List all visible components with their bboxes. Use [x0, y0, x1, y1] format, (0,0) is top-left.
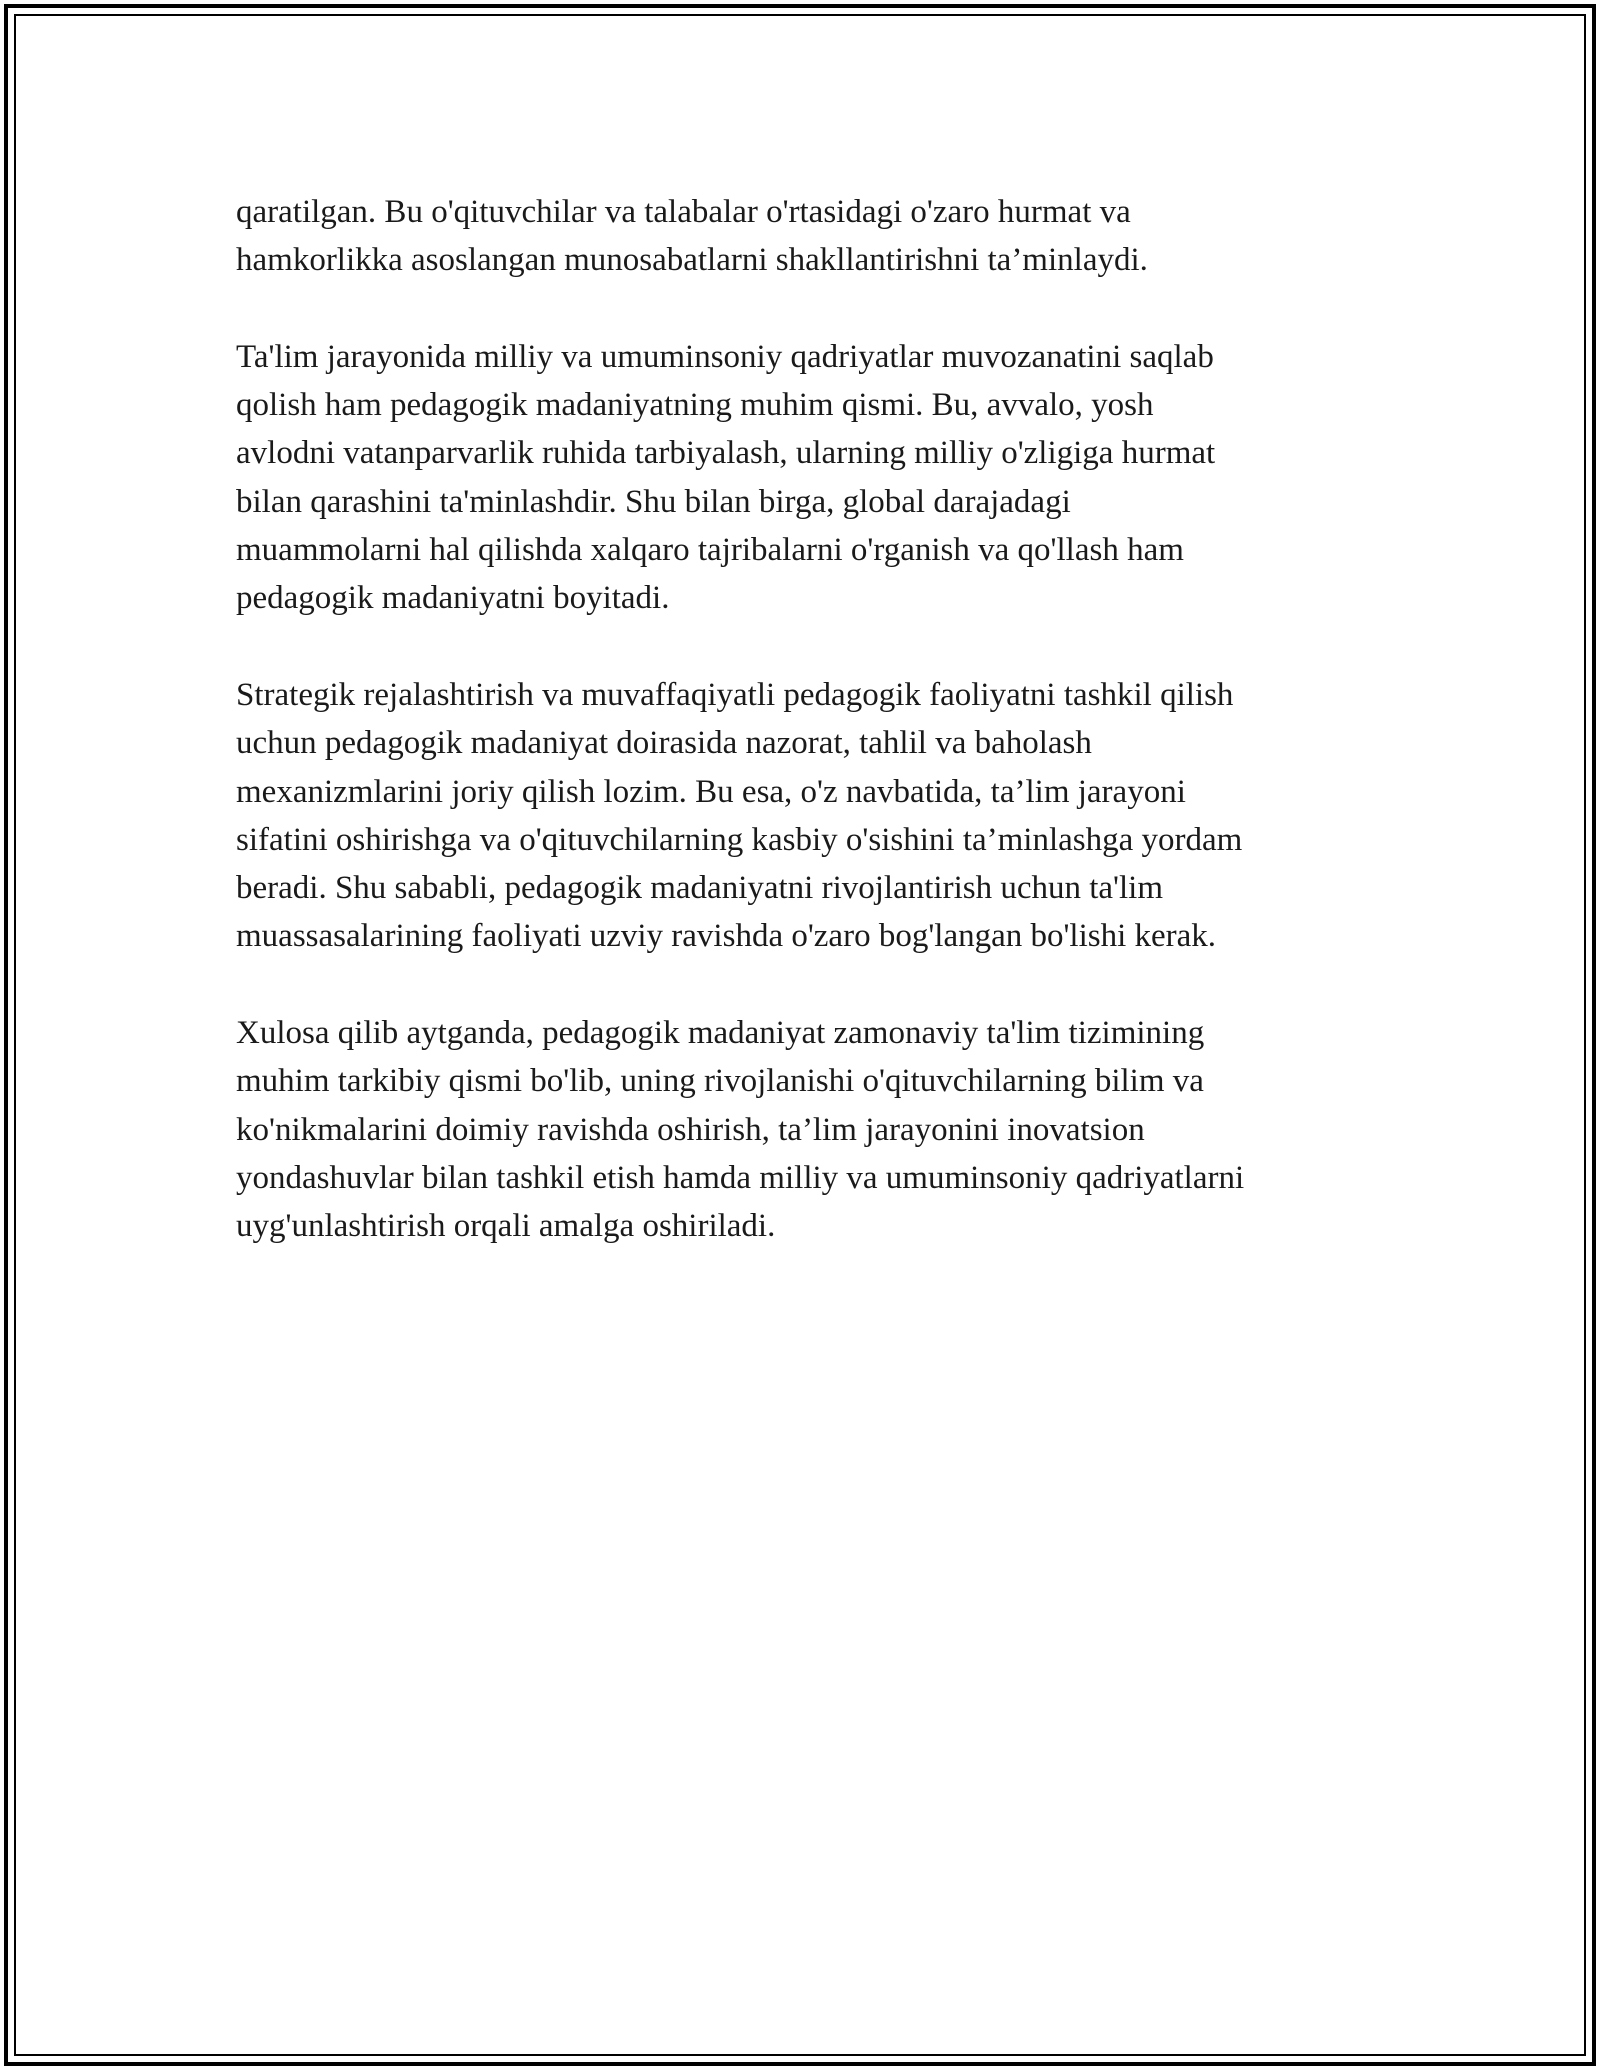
text-line: pedagogik madaniyatni boyitadi. [236, 580, 670, 617]
text-line: uchun pedagogik madaniyat doirasida nazorat, tahlil va baholash [236, 725, 1092, 762]
text-line: sifatini oshirishga va o'qituvchilarning kasbiy o'sishini ta’minlashga yordam [236, 821, 1243, 858]
text-line: ko'nikmalarini doimiy ravishda oshirish, ta’lim jarayonini inovatsion [236, 1111, 1145, 1148]
text-line: Ta'lim jarayonida milliy va umuminsoniy qadriyatlar muvozanatini saqlab [236, 338, 1214, 375]
paragraph-4 [236, 1009, 1376, 1250]
paragraph-1 [236, 188, 1376, 285]
paragraph-2 [236, 333, 1376, 623]
document-body [236, 188, 1376, 1299]
text-line: muammolarni hal qilishda xalqaro tajribalarni o'rganish va qo'llash ham [236, 532, 1184, 569]
text-line: bilan qarashini ta'minlashdir. Shu bilan birga, global darajadagi [236, 483, 1071, 520]
text-line: Strategik rejalashtirish va muvaffaqiyatli pedagogik faoliyatni tashkil qilish [236, 676, 1234, 713]
text-line: avlodni vatanparvarlik ruhida tarbiyalash, ularning milliy o'zligiga hurmat [236, 435, 1216, 472]
text-line: hamkorlikka asoslangan munosabatlarni shakllantirishni ta’minlaydi. [236, 242, 1148, 279]
text-line: muassasalarining faoliyati uzviy ravishda o'zaro bog'langan bo'lishi kerak. [236, 918, 1217, 955]
text-line: uyg'unlashtirish orqali amalga oshiriladi. [236, 1208, 776, 1245]
text-line: yondashuvlar bilan tashkil etish hamda milliy va umuminsoniy qadriyatlarni [236, 1159, 1245, 1196]
text-line: mexanizmlarini joriy qilish lozim. Bu esa, o'z navbatida, ta’lim jarayoni [236, 773, 1186, 810]
text-line: beradi. Shu sababli, pedagogik madaniyatni rivojlantirish uchun ta'lim [236, 870, 1163, 907]
text-line: Xulosa qilib aytganda, pedagogik madaniyat zamonaviy ta'lim tizimining [236, 1015, 1205, 1052]
text-line: qaratilgan. Bu o'qituvchilar va talabalar o'rtasidagi o'zaro hurmat va [236, 194, 1131, 230]
text-line: qolish ham pedagogik madaniyatning muhim qismi. Bu, avvalo, yosh [236, 387, 1154, 424]
paragraph-3 [236, 671, 1376, 961]
text-line: muhim tarkibiy qismi bo'lib, uning rivojlanishi o'qituvchilarning bilim va [236, 1063, 1204, 1100]
